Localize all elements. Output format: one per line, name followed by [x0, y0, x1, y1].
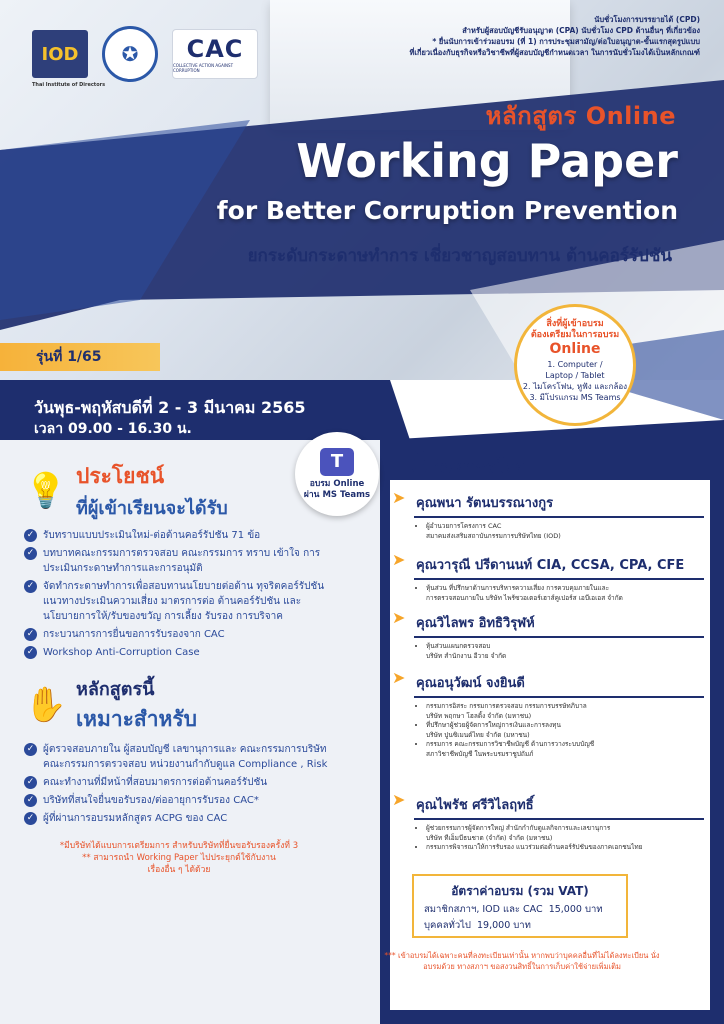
speaker-card [392, 550, 704, 603]
speaker-card [392, 668, 704, 759]
requirements-online: Online [549, 341, 601, 357]
speaker-detail: • หุ้นส่วนแผนกตรวจสอบ [426, 642, 704, 652]
batch-badge: รุ่นที่ 1/65 [0, 343, 160, 371]
fee-heading: อัตราค่าอบรม (รวม VAT) [451, 884, 589, 898]
speaker-name [392, 488, 704, 513]
cac-logo [172, 29, 258, 79]
speaker-name [392, 790, 704, 815]
audience-text: คณะทำงานที่มีหน้าที่สอบมาตรการต่อต้านคอร์รัปชัน [43, 777, 268, 788]
audience-list [24, 742, 334, 826]
speaker-name [392, 608, 704, 633]
check-icon: ✓ [24, 776, 37, 789]
footnote-line: เรื่องอื่น ๆ ได้ด้วย [147, 865, 211, 875]
requirements-heading: ต้องเตรียมในการอบรม [530, 330, 620, 340]
audience-text: บริษัทที่สนใจยื่นขอรับรอง/ต่ออายุการรับรอง CAC* [43, 795, 259, 806]
speaker-detail: สมาคมส่งเสริมสถาบันกรรมการบริษัทไทย (IOD) [426, 531, 561, 540]
speaker-name-text: คุณไพรัช ศรีวิไลฤทธิ์ [416, 798, 534, 813]
benefits-header [24, 460, 334, 522]
check-icon: ✓ [24, 743, 37, 756]
speaker-detail: • หุ้นส่วน ที่ปรึกษาด้านการบริหารความเสี่ยง การควบคุมภายในและ [426, 584, 704, 594]
benefit-text: รับทราบแบบประเมินใหม่-ต่อต้านคอร์รัปชัน 71 ข้อ [43, 530, 261, 541]
speaker-name [392, 550, 704, 575]
left-column [24, 460, 334, 876]
fee-row-general [424, 919, 616, 933]
course-time: เวลา 09.00 - 16.30 น. [34, 421, 192, 437]
course-title: Working Paper [296, 134, 678, 188]
tfac-logo: ✪ [102, 26, 158, 82]
cpd-info-line: นับชั่วโมงการบรรยายได้ (CPD) [594, 15, 700, 24]
list-item [24, 546, 334, 576]
requirement-item: 1. Computer / [547, 360, 603, 369]
audience-subheading: เหมาะสำหรับ [76, 707, 197, 731]
check-icon: ✓ [24, 628, 37, 641]
fee-price: 19,000 บาท [477, 920, 531, 931]
speakers-heading [410, 446, 525, 481]
lightbulb-icon: 💡 [24, 471, 68, 511]
cac-logo-text: CAC [186, 35, 244, 63]
cac-logo-caption: COLLECTIVE ACTION AGAINST CORRUPTION [173, 63, 234, 73]
check-icon: ✓ [24, 529, 37, 542]
cpd-info-line: * ยื่นนับการเข้าร่วมอบรม (ที่ 1) การประชุมสามัญ/ต่อใบอนุญาต-ขั้นแรกสุดรูปแบบ [432, 37, 700, 46]
divider [414, 578, 704, 580]
course-date: วันพุธ-พฤหัสบดีที่ 2 - 3 มีนาคม 2565 [34, 398, 306, 417]
check-icon: ✓ [24, 547, 37, 560]
speaker-detail: • ผู้ช่วยกรรมการผู้จัดการใหญ่ สำนักกำกับดูแลกิจการและเลขานุการ [426, 824, 704, 834]
speaker-detail: • ที่ปรึกษาผู้ช่วยผู้จัดการใหญ่การเงินและการลงทุน [426, 721, 704, 731]
audience-text: ผู้ตรวจสอบภายใน ผู้สอบบัญชี เลขานุการและ คณะกรรมการบริษัท คณะกรรมการตรวจสอบ หน่วยงานกำกับดูแล Compliance , Risk [43, 744, 328, 770]
requirement-item: 2. ไมโครโฟน, หูฟัง และกล้อง [522, 382, 628, 391]
benefit-text: จัดทำกระดาษทำการเพื่อสอบทานนโยบายต่อต้าน ทุจริตคอร์รัปชัน แนวทางประเมินความเสี่ยง มาตรการต่อ ต้านคอร์รัปชัน และนโยบายการให้/รับของขวัญ การเลี้ยง รับรอง การบริจาค [43, 581, 325, 622]
iod-logo-text: IOD [41, 43, 79, 65]
registration-note: *** เข้าอบรมได้เฉพาะคนที่ลงทะเบียนเท่านั้น หากพบว่าบุคคลอื่นที่ไม่ได้ลงทะเบียน นั่งอบรมด้วย ทางสภาฯ ขอสงวนสิทธิ์ในการเก็บค่าใช้จ่ายเพิ่มเติม [384, 951, 660, 971]
teams-text: ผ่าน MS Teams [303, 489, 371, 500]
check-icon: ✓ [24, 580, 37, 593]
speaker-details [392, 642, 704, 661]
speaker-detail: บริษัท ทีเอ็มบีธนชาต (จำกัด) จำกัด (มหาชน) [426, 833, 553, 842]
benefits-list [24, 528, 334, 660]
speaker-count: 8 [410, 446, 430, 481]
speaker-card [392, 608, 704, 661]
hand-icon: ✋ [24, 685, 68, 725]
benefits-heading: ประโยชน์ [76, 464, 165, 488]
divider [414, 516, 704, 518]
audience-footnote [24, 840, 334, 876]
benefit-text: Workshop Anti-Corruption Case [43, 647, 200, 658]
requirements-circle [514, 304, 636, 426]
fee-label: สมาชิกสภาฯ, IOD และ CAC [424, 904, 543, 915]
list-item [24, 645, 334, 660]
speaker-details [392, 522, 704, 541]
speaker-detail: • ผู้อำนวยการโครงการ CAC [426, 522, 704, 532]
course-thai-subtitle: ยกระดับกระดาษทำการ เชี่ยวชาญสอบทาน ต้านคอร์รัปชัน [247, 246, 672, 266]
speaker-detail: บริษัท สำนักงาน อีวาย จำกัด [426, 651, 507, 660]
speakers-title: วิทยากรโดย [435, 458, 525, 478]
speaker-card [392, 790, 704, 853]
speaker-details [392, 584, 704, 603]
speaker-detail: บริษัท พฤกษา โฮลดิ้ง จำกัด (มหาชน) [426, 711, 532, 720]
divider [414, 818, 704, 820]
arrow-icon: ➤ [392, 608, 406, 627]
iod-logo [32, 30, 106, 88]
list-item [24, 528, 334, 543]
arrow-icon: ➤ [392, 668, 406, 687]
teams-text: อบรม Online [309, 478, 365, 489]
requirement-item: Laptop / Tablet [545, 371, 605, 380]
divider [414, 636, 704, 638]
speaker-name-text: คุณพนา รัตนบรรณางกูร [416, 496, 554, 511]
list-item [24, 793, 334, 808]
speaker-detail: • กรรมการอิสระ กรรมการตรวจสอบ กรรมการบรรษัทภิบาล [426, 702, 704, 712]
arrow-icon: ➤ [392, 790, 406, 809]
audience-heading: หลักสูตรนี้ [76, 679, 155, 700]
speaker-detail: การตรวจสอบภายใน บริษัท ไพร้ซวอเตอร์เฮาส์คูเปอร์ส เอบีเอเอส จำกัด [426, 593, 623, 602]
check-icon: ✓ [24, 646, 37, 659]
fee-price: 15,000 บาท [548, 904, 603, 915]
cpd-info-line: ที่เกี่ยวเนื่องกับธุรกิจหรือวิชาชีพที่ผู้สอบบัญชีกำหนดเวลา ในการนับชั่วโมงได้เป็นหลักเกณฑ์ [409, 48, 700, 57]
requirements-heading: สิ่งที่ผู้เข้าอบรม [546, 319, 604, 329]
audience-text: ผู้ที่ผ่านการอบรมหลักสูตร ACPG ของ CAC [43, 813, 228, 824]
benefit-text: กระบวนการการยื่นขอการรับรองจาก CAC [43, 629, 225, 640]
list-item [24, 742, 334, 772]
course-subtitle: for Better Corruption Prevention [216, 196, 678, 225]
speaker-name-text: คุณอนุวัฒน์ จงยินดี [416, 676, 525, 691]
logo-row [32, 26, 258, 88]
speaker-detail: • กรรมการพิจารณาให้การรับรอง แนวร่วมต่อต้านคอร์รัปชันของภาคเอกชนไทย [426, 843, 704, 853]
cpd-info-line: สำหรับผู้สอบบัญชีรับอนุญาต (CPA) นับชั่วโมง CPD ด้านอื่นๆ ที่เกี่ยวข้อง [462, 26, 700, 35]
speaker-details [392, 824, 704, 853]
speaker-name-text: คุณวิไลพร อิทธิวิรุฬห์ [416, 616, 535, 631]
speaker-detail: สภาวิชาชีพบัญชี ในพระบรมราชูปถัมภ์ [426, 749, 534, 758]
arrow-icon: ➤ [392, 488, 406, 507]
fee-label: บุคคลทั่วไป [424, 920, 471, 931]
benefit-text: บทบาทคณะกรรมการตรวจสอบ คณะกรรมการ ทราบ เข้าใจ การประเมินกระดาษทำการและการอนุมัติ [43, 548, 321, 574]
requirements-list [523, 359, 627, 403]
footnote-line: ** สามารถนำ Working Paper ไปประยุกต์ใช้กับงาน [82, 853, 276, 863]
online-course-label: หลักสูตร Online [485, 102, 676, 130]
requirement-item: 3. มีโปรแกรม MS Teams [529, 393, 621, 402]
list-item [24, 775, 334, 790]
speaker-details [392, 702, 704, 759]
list-item [24, 627, 334, 642]
arrow-icon: ➤ [392, 550, 406, 569]
teams-icon: T [320, 448, 354, 476]
iod-logo-caption: Thai Institute of Directors [32, 82, 106, 88]
list-item [24, 811, 334, 826]
speaker-detail: • กรรมการ คณะกรรมการวิชาชีพบัญชี ด้านการวางระบบบัญชี [426, 740, 704, 750]
list-item [24, 579, 334, 624]
check-icon: ✓ [24, 812, 37, 825]
cpd-info [400, 14, 700, 58]
footnote-line: *มีบริษัทได้แบบการเตรียมการ สำหรับบริษัทที่ยื่นขอรับรองครั้งที่ 3 [59, 841, 299, 851]
audience-header [24, 674, 334, 736]
check-icon: ✓ [24, 794, 37, 807]
speaker-name [392, 668, 704, 693]
fee-row-member [424, 903, 616, 917]
speaker-card [392, 488, 704, 541]
fee-box [412, 874, 628, 938]
speaker-name-text: คุณวารุณี ปรีดานนท์ CIA, CCSA, CPA, CFE [416, 558, 685, 573]
divider [414, 696, 704, 698]
benefits-subheading: ที่ผู้เข้าเรียนจะได้รับ [76, 498, 228, 519]
speaker-detail: บริษัท ปูนซิเมนต์ไทย จำกัด (มหาชน) [426, 730, 530, 739]
